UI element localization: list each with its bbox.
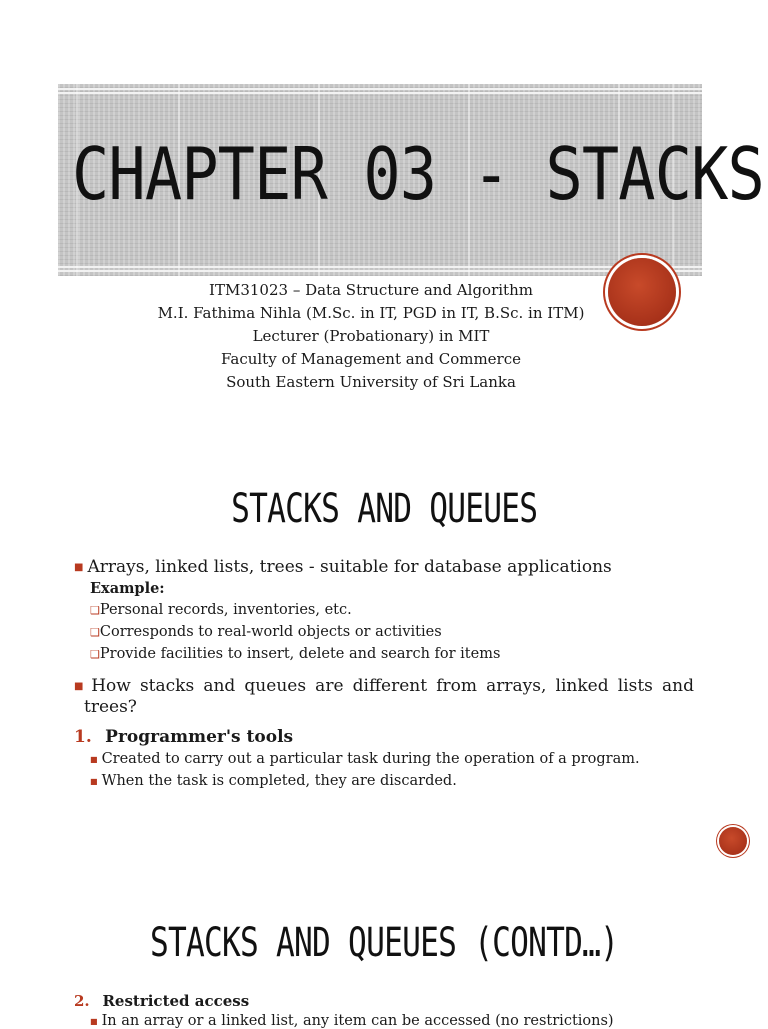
- sub-bullet-item: ■ In an array or a linked list, any item can be accessed (no restrictions): [90, 1013, 614, 1029]
- faculty-name: Faculty of Management and Commerce: [220, 350, 521, 368]
- decorative-circle: [719, 827, 747, 855]
- checkbox-bullet-icon: ❑: [90, 604, 100, 617]
- bullet-item: ■ Arrays, linked lists, trees - suitable for database applications: [74, 557, 612, 577]
- example-item: ❑Provide facilities to insert, delete and search for items: [90, 646, 501, 662]
- example-item: ❑Personal records, inventories, etc.: [90, 602, 352, 618]
- bullet-continuation: trees?: [84, 697, 137, 717]
- example-label: Example:: [90, 580, 165, 597]
- point-number: 1.: [74, 727, 92, 747]
- sub-bullet-item: ■ Created to carry out a particular task during the operation of a program.: [90, 751, 640, 767]
- square-bullet-icon: ■: [90, 754, 98, 764]
- square-bullet-icon: ■: [74, 562, 84, 573]
- bullet-item: ■ How stacks and queues are different from arrays, linked lists and: [74, 676, 694, 696]
- checkbox-bullet-icon: ❑: [90, 648, 100, 661]
- numbered-point: [74, 992, 249, 1010]
- example-item: ❑Corresponds to real-world objects or activities: [90, 624, 442, 640]
- square-bullet-icon: ■: [90, 776, 98, 786]
- square-bullet-icon: ■: [74, 681, 88, 692]
- square-bullet-icon: ■: [90, 1016, 98, 1026]
- sub-bullet-item: ■ When the task is completed, they are discarded.: [90, 773, 457, 789]
- checkbox-bullet-icon: ❑: [90, 626, 100, 639]
- course-title: ITM31023 – Data Structure and Algorithm: [209, 281, 533, 299]
- author-role: Lecturer (Probationary) in MIT: [252, 327, 490, 345]
- university-name: South Eastern University of Sri Lanka: [226, 373, 516, 391]
- slide-heading: STACKS AND QUEUES: [230, 486, 538, 532]
- point-number: 2.: [74, 992, 90, 1010]
- point-title: Programmer's tools: [105, 727, 294, 747]
- point-title: Restricted access: [102, 992, 250, 1010]
- slide-title: CHAPTER 03 - STACKS: [72, 132, 764, 216]
- author-name: M.I. Fathima Nihla (M.Sc. in IT, PGD in IT, B.Sc. in ITM): [157, 304, 585, 322]
- slide-heading: STACKS AND QUEUES (CONTD…): [149, 920, 619, 966]
- numbered-point: [74, 727, 293, 747]
